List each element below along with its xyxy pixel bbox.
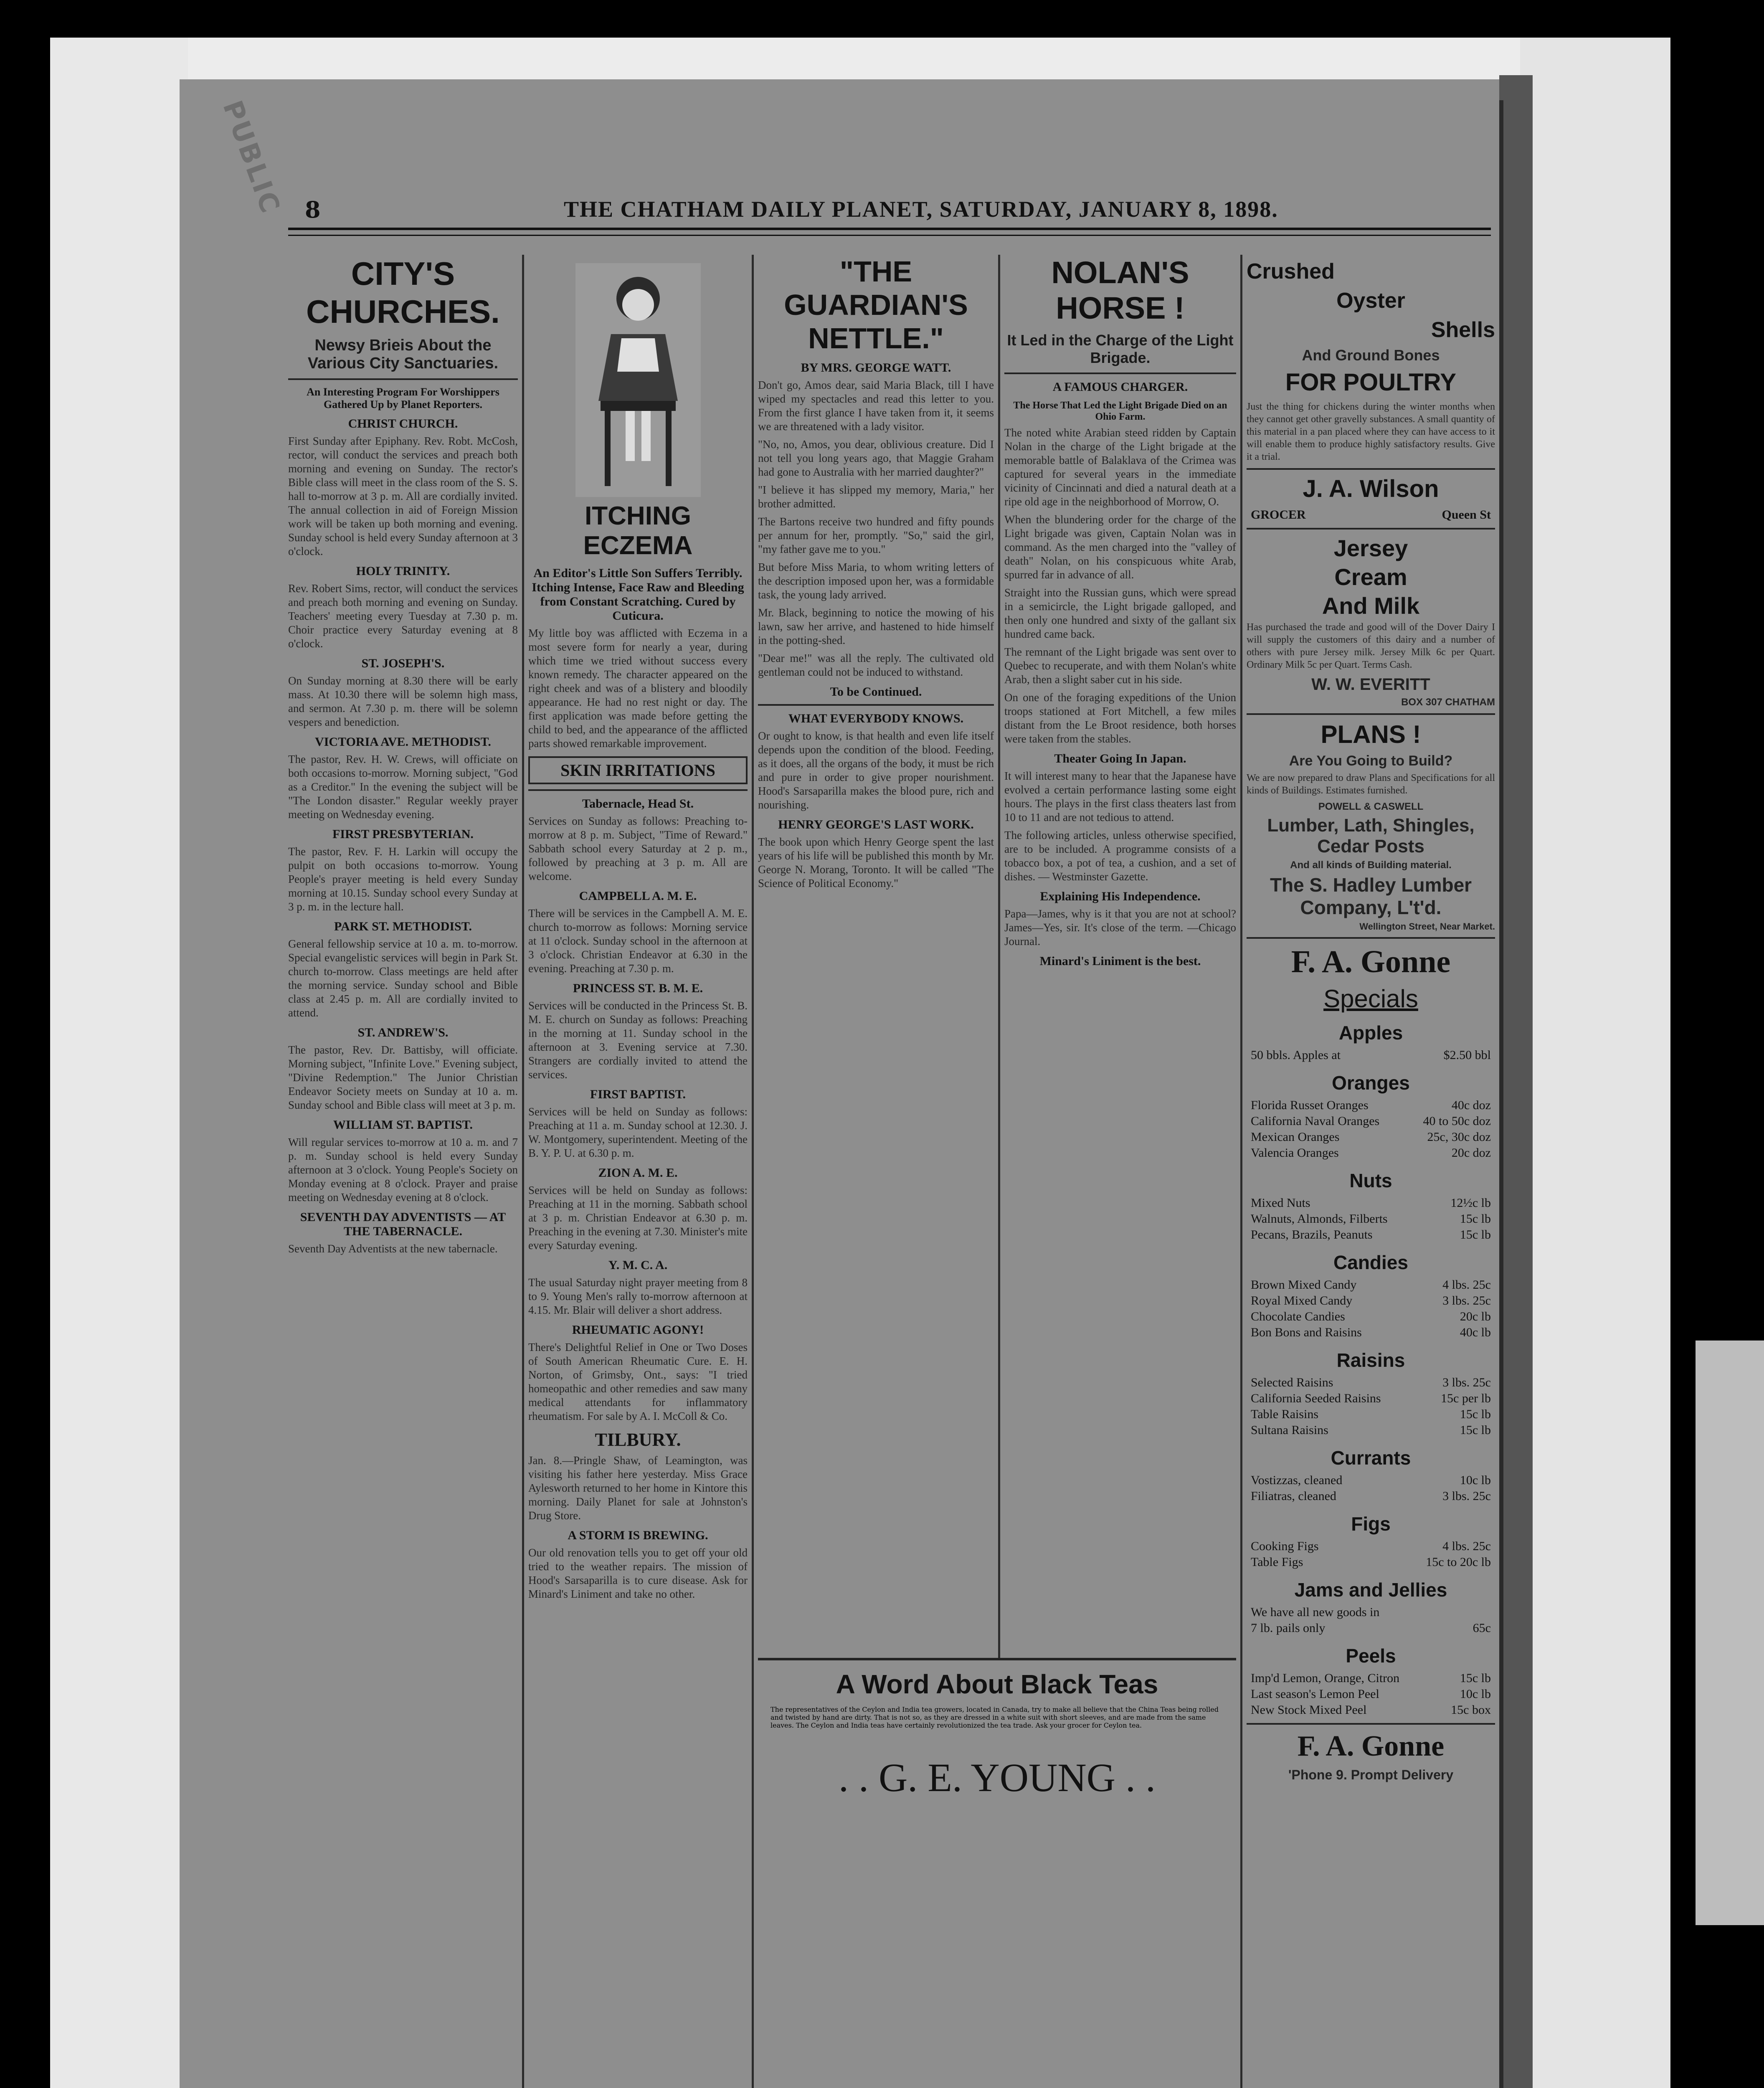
- masthead-rule: [288, 228, 1491, 230]
- price: 40 to 50c doz: [1423, 1114, 1491, 1128]
- store-name: F. A. Gonne: [1291, 944, 1451, 979]
- continued-note: To be Continued.: [830, 685, 922, 699]
- section-text: There's Delightful Relief in One or Two Doses of South American Rheumatic Cure. E. H. Norton, of Grimsby, Ont., says: "I tried homeopathic and other remedies and saw many medical attendants for inflammatory rheumatism. For sale by A. I. McColl & Co.: [528, 1341, 748, 1422]
- section-text: The pastor, Rev. F. H. Larkin will occupy the pulpit on both occasions to-morrow. Young People's prayer meeting is held every Sunday morning at 10.15. Sunday school every Sunday at 3 p. m. in the lecture hall.: [288, 845, 518, 913]
- section-heading: A STORM IS BREWING.: [568, 1528, 708, 1542]
- section-text: Papa—James, why is it that you are not at school? James—Yes, sir. It's close of the term. —Chicago Journal.: [1004, 907, 1236, 948]
- ad-brand: . . G. E. YOUNG . .: [838, 1755, 1156, 1800]
- item: 50 bbls. Apples at: [1251, 1048, 1341, 1062]
- section-heading: SEVENTH DAY ADVENTISTS — AT THE TABERNACLE.: [300, 1210, 506, 1238]
- price: 20c doz: [1451, 1146, 1491, 1160]
- section-heading: WILLIAM ST. BAPTIST.: [333, 1118, 473, 1132]
- section-heading: RHEUMATIC AGONY!: [572, 1323, 704, 1337]
- price-row: [1251, 1325, 1491, 1340]
- price-row: [1251, 1145, 1491, 1161]
- price-row: [1251, 1129, 1491, 1145]
- ad-address: Wellington Street, Near Market.: [1359, 921, 1495, 932]
- item: Sultana Raisins: [1251, 1423, 1328, 1437]
- price: 25c, 30c doz: [1427, 1130, 1491, 1144]
- divider: [1247, 713, 1495, 715]
- newspaper-page: [180, 79, 1499, 2088]
- deck: The Horse That Led the Light Brigade Died on an Ohio Farm.: [1013, 400, 1227, 422]
- section-heading: PRINCESS ST. B. M. E.: [573, 981, 703, 995]
- item: Chocolate Candies: [1251, 1310, 1345, 1323]
- price: 15c lb: [1460, 1407, 1491, 1421]
- price-row: [1251, 1670, 1491, 1686]
- price-category: Currants: [1331, 1447, 1411, 1469]
- price-category: Peels: [1346, 1645, 1396, 1667]
- section-heading: TILBURY.: [595, 1429, 681, 1450]
- price: 10c lb: [1460, 1473, 1491, 1487]
- price: 4 lbs. 25c: [1442, 1539, 1491, 1553]
- price-row: [1251, 1538, 1491, 1554]
- specials-heading: Specials: [1323, 985, 1418, 1013]
- item: California Naval Oranges: [1251, 1114, 1380, 1128]
- section-text: There will be services in the Campbell A. M. E. church to-morrow as follows: Morning service at 11 o'clock. Sunday school in the afternoon at 3 o'clock. Christian Endeavor at 6.30 in the evening. Preaching at 7.30 p. m.: [528, 907, 748, 975]
- price: 4 lbs. 25c: [1442, 1278, 1491, 1292]
- library-stamp: PUBLIC: [216, 96, 286, 218]
- section-text: Services will be held on Sunday as follows: Preaching at 11 in the morning. Sabbath school at 3 p. m. Christian Endeavor at 6.30 p. m. Preaching in the evening at 7.30. Minister's mite every Saturday evening.: [528, 1184, 748, 1252]
- ad-question: Are You Going to Build?: [1289, 753, 1453, 769]
- ad-products: Lumber, Lath, Shingles, Cedar Posts: [1267, 815, 1475, 856]
- price: 3 lbs. 25c: [1442, 1489, 1491, 1503]
- price-row: [1251, 1195, 1491, 1211]
- story-paragraph: The remnant of the Light brigade was sent over to Quebec to recuperate, and with them Nolan's white Arab, then a slight saber cut in his side.: [1004, 646, 1236, 686]
- column-rule: [752, 255, 754, 2088]
- section-heading: ZION A. M. E.: [598, 1166, 678, 1180]
- ad-headline: A Word About Black Teas: [836, 1669, 1158, 1699]
- price: 15c lb: [1460, 1423, 1491, 1437]
- item: New Stock Mixed Peel: [1251, 1703, 1367, 1717]
- divider: [1247, 937, 1495, 939]
- price-row: [1251, 1113, 1491, 1129]
- price: 10c lb: [1460, 1687, 1491, 1701]
- story-paragraph: It will interest many to hear that the Japanese have evolved a certain performance lasting some eight hours. The plays in the first class theaters last from 10 to 11 and are not tedious to attend.: [1004, 770, 1236, 824]
- item: Mixed Nuts: [1251, 1196, 1310, 1210]
- item: Valencia Oranges: [1251, 1146, 1339, 1160]
- ad-text: Has purchased the trade and good will of the Dover Dairy I will supply the customers of this dairy and a number of others with pure Jersey milk. Jersey Milk 6c per Quart. Ordinary Milk 5c per Quart. Terms Cash.: [1247, 622, 1495, 670]
- price-row: [1251, 1211, 1491, 1227]
- story-paragraph: The Bartons receive two hundred and fifty pounds per annum for her, promptly. "So," said the girl, "my father gave me to you.": [758, 515, 994, 555]
- item: Walnuts, Almonds, Filberts: [1251, 1212, 1388, 1226]
- price: 65c: [1473, 1621, 1491, 1635]
- ad-line: FOR POULTRY: [1285, 369, 1457, 396]
- item: Table Figs: [1251, 1555, 1303, 1569]
- price: 12½c lb: [1450, 1196, 1491, 1210]
- ad-subhead: An Editor's Little Son Suffers Terribly. Itching Intense, Face Raw and Bleeding from Constant Scratching. Cured by Cuticura.: [532, 566, 744, 623]
- price: $2.50 bbl: [1443, 1048, 1491, 1062]
- subhead: Newsy Brieis About the Various City Sanctuaries.: [307, 337, 499, 372]
- price: 15c box: [1451, 1703, 1491, 1717]
- item: 7 lb. pails only: [1251, 1621, 1326, 1635]
- divider: [1247, 1723, 1495, 1725]
- grocer-line: [1251, 507, 1491, 523]
- price: 15c lb: [1460, 1212, 1491, 1226]
- masthead-title: THE CHATHAM DAILY PLANET, SATURDAY, JANUARY 8, 1898.: [564, 197, 1278, 222]
- price-row: [1251, 1604, 1491, 1620]
- section-text: The pastor, Rev. Dr. Battisby, will officiate. Morning subject, "Infinite Love." Evening subject, "Divine Redemption." The Junior Christian Endeavor Society meets on Sunday at 10 a. m. Sunday school and Bible class will meet at 3 p. m.: [288, 1044, 518, 1111]
- section-text: On Sunday morning at 8.30 there will be early mass. At 10.30 there will be solemn high mass, and sermon. At 7.30 p. m. there will be solemn vespers and benediction.: [288, 674, 518, 728]
- price-row: [1251, 1702, 1491, 1718]
- section-text: The usual Saturday night prayer meeting from 8 to 9. Young Men's rally to-morrow afternoon at 4.15. Mr. Blair will deliver a short address.: [528, 1276, 748, 1316]
- price-category: Candies: [1333, 1252, 1408, 1273]
- store-contact: 'Phone 9. Prompt Delivery: [1288, 1767, 1454, 1782]
- grocer-name: J. A. Wilson: [1303, 475, 1439, 502]
- scan-margin-right: [1520, 38, 1670, 2088]
- price-row: [1251, 1375, 1491, 1391]
- divider: [288, 378, 518, 380]
- scan-margin-left: [50, 38, 188, 2088]
- item: Selected Raisins: [1251, 1376, 1333, 1389]
- item: Florida Russet Oranges: [1251, 1098, 1369, 1112]
- price-row: [1251, 1554, 1491, 1570]
- grocer-address: Queen St: [1442, 508, 1491, 522]
- price: 40c doz: [1451, 1098, 1491, 1112]
- section-text: The pastor, Rev. H. W. Crews, will officiate on both occasions to-morrow. Morning subject, "God as a Creditor." In the evening the subject will be "The London disaster." Regular weekly prayer meeting on Wednesday evening.: [288, 753, 518, 821]
- child-illustration: [575, 263, 701, 497]
- item: Vostizzas, cleaned: [1251, 1473, 1343, 1487]
- section-heading: FIRST PRESBYTERIAN.: [332, 827, 474, 841]
- section-heading: CAMPBELL A. M. E.: [579, 889, 697, 903]
- footer-note: Minard's Liniment is the best.: [1039, 954, 1201, 968]
- ad-text: The representatives of the Ceylon and India tea growers, located in Canada, try to make all believe that the China Teas being rolled and twisted by hand are dirty. That is not so, as they are dressed in a white suit with short sleeves, and are made from the same leaves. The Ceylon and India teas have certainly revolutionized the tea trade. Ask your grocer for Ceylon tea.: [770, 1705, 1219, 1729]
- section-heading: Tabernacle, Head St.: [582, 797, 694, 811]
- price-category: Nuts: [1349, 1170, 1392, 1191]
- section-text: Services on Sunday as follows: Preaching to-morrow at 8 p. m. Subject, "Time of Reward." Sabbath school every Saturday at 2 p. m., followed by preaching at 3 p. m. All are welcome.: [528, 815, 748, 882]
- story-paragraph: The noted white Arabian steed ridden by Captain Nolan in the charge of the Light brigade at the memorable battle of Balaklava of the Crimea was captured for several years in the immediate vicinity of Cincinnati and died a natural death at a ripe old age in the neighborhood of Morrow, O.: [1004, 426, 1236, 508]
- ad-line: Jersey: [1333, 535, 1408, 561]
- item: Table Raisins: [1251, 1407, 1319, 1421]
- item: Cooking Figs: [1251, 1539, 1319, 1553]
- divider: [1004, 372, 1236, 374]
- ad-line: Cream: [1334, 564, 1407, 590]
- section-heading: VICTORIA AVE. METHODIST.: [315, 735, 491, 749]
- section-heading: HOLY TRINITY.: [356, 564, 450, 578]
- column-rule: [522, 255, 524, 2088]
- ad-footer: SKIN IRRITATIONS: [528, 756, 748, 784]
- ad-brand: W. W. EVERITT: [1311, 675, 1430, 694]
- section-text: Seventh Day Adventists at the new tabernacle.: [288, 1242, 498, 1255]
- section-heading: CHRIST CHURCH.: [348, 417, 458, 431]
- ad-line: Oyster: [1336, 289, 1405, 313]
- price: 15c per lb: [1441, 1391, 1491, 1405]
- price-row: [1251, 1391, 1491, 1406]
- price-row: [1251, 1309, 1491, 1325]
- subhead: It Led in the Charge of the Light Brigade.: [1007, 332, 1234, 366]
- page-edge-strip: [1499, 75, 1533, 2088]
- price-category: Apples: [1338, 1022, 1403, 1044]
- price-row: [1251, 1488, 1491, 1504]
- price-row: [1251, 1277, 1491, 1293]
- scan-margin-top: [50, 38, 1670, 84]
- price: 15c to 20c lb: [1426, 1555, 1491, 1569]
- section-heading: Theater Going In Japan.: [1054, 752, 1186, 765]
- page-number: 8: [305, 196, 321, 223]
- price-row: [1251, 1422, 1491, 1438]
- story-paragraph: On one of the foraging expeditions of the Union troops stationed at Fort Mitchell, a few miles distant from the Le Broot residence, both horses were taken from the stables.: [1004, 691, 1236, 745]
- price-category: Figs: [1351, 1513, 1391, 1535]
- story-headline: "THE GUARDIAN'S NETTLE.": [784, 255, 968, 355]
- ad-text: My little boy was afflicted with Eczema in a most severe form for nearly a year, during which time we tried without success every known remedy. The character appeared on the right cheek and was of a blistery and bloodily appearance. He had no rest night or day. The first application was made before getting the child to bed, and the appearance of the afflicted parts showed remarkable improvement.: [528, 627, 748, 750]
- section-text: First Sunday after Epiphany. Rev. Robt. McCosh, rector, will conduct the services and preach both morning and evening on Sunday. The rector's Bible class will meet in the class room of the S. S. hall to-morrow at 3 p. m. All are cordially invited. The annual collection in aid of Foreign Mission work will be taken up both morning and evening. Sunday school is held every Sunday afternoon at 3 o'clock.: [288, 435, 518, 557]
- item: We have all new goods in: [1251, 1605, 1380, 1619]
- price-row: [1251, 1686, 1491, 1702]
- ad-text: Just the thing for chickens during the winter months when they cannot get other gravelly substances. A small quantity of this material in a pan placed where they can have access to it will enable them to produce highly satisfactory results. Give it a trial.: [1247, 401, 1495, 462]
- section-text: Rev. Robert Sims, rector, will conduct the services and preach both morning and evening on Sunday. Teachers' meeting every Tuesday at 7.30 p. m. Choir practice every Saturday evening at 8 o'clock.: [288, 582, 518, 650]
- column-nolans-horse: [1004, 255, 1236, 1570]
- section-heading: ST. JOSEPH'S.: [361, 656, 445, 670]
- section-heading: Explaining His Independence.: [1040, 889, 1201, 903]
- price: 15c lb: [1460, 1671, 1491, 1685]
- story-paragraph: "I believe it has slipped my memory, Maria," her brother admitted.: [758, 484, 994, 510]
- headline: CITY'S CHURCHES.: [306, 255, 500, 330]
- price-row: [1251, 1472, 1491, 1488]
- byline: BY MRS. GEORGE WATT.: [801, 361, 951, 375]
- item: Pecans, Brazils, Peanuts: [1251, 1228, 1373, 1242]
- column-ads: [1247, 255, 1495, 2088]
- price-row: [1251, 1406, 1491, 1422]
- divider: [528, 789, 748, 791]
- price-category: Oranges: [1332, 1072, 1410, 1094]
- price-category: Jams and Jellies: [1294, 1579, 1447, 1601]
- column-eczema-ad: [528, 255, 748, 2088]
- item: Imp'd Lemon, Orange, Citron: [1251, 1671, 1400, 1685]
- story-paragraph: "No, no, Amos, you dear, oblivious creature. Did I not tell you long years ago, that Maggie Graham had gone to Australia with her married daughter?": [758, 438, 994, 478]
- section-heading: FIRST BAPTIST.: [590, 1087, 686, 1101]
- section-text: Services will be conducted in the Princess St. B. M. E. church on Sunday as follows: Preaching in the morning at 11. Sunday school in the afternoon at 3. Evening service at 7.30. Strangers are cordially invited to attend the services.: [528, 999, 748, 1081]
- price: 15c lb: [1460, 1228, 1491, 1242]
- kicker: A FAMOUS CHARGER.: [1052, 380, 1188, 394]
- section-text: Our old renovation tells you to get off your old tried to the weather repairs. The mission of Hood's Sarsaparilla is to cure disease. Ask for Minard's Liniment and take no other.: [528, 1546, 748, 1600]
- ad-company: The S. Hadley Lumber Company, L't'd.: [1270, 874, 1472, 918]
- price-row: [1251, 1293, 1491, 1309]
- section-text: General fellowship service at 10 a. m. to-morrow. Special evangelistic services will begin in Park St. church to-morrow. Class meetings are held after the morning service. Sunday school and Bible class at 2.45 p. m. All are cordially invited to attend.: [288, 938, 518, 1019]
- section-heading: HENRY GEORGE'S LAST WORK.: [778, 818, 974, 831]
- price-row: [1251, 1620, 1491, 1636]
- ad-headline: PLANS !: [1320, 720, 1421, 748]
- section-heading: ST. ANDREW'S.: [357, 1026, 449, 1039]
- ad-headline: ITCHING ECZEMA: [583, 502, 693, 560]
- price-row: [1251, 1047, 1491, 1063]
- section-text: Or ought to know, is that health and even life itself depends upon the condition of the blood. Feeding, as it does, all the organs of the body, it must be rich and pure in order to give proper nourishment. Hood's Sarsaparilla makes the blood pure, rich and nourishing.: [758, 730, 994, 811]
- ad-text: We are now prepared to draw Plans and Specifications for all kinds of Buildings. Estimates furnished.: [1247, 773, 1495, 796]
- price-category: Raisins: [1336, 1349, 1405, 1371]
- item: Royal Mixed Candy: [1251, 1294, 1353, 1308]
- headline: NOLAN'S HORSE !: [1051, 255, 1189, 325]
- divider: [1247, 468, 1495, 470]
- section-heading: Y. M. C. A.: [608, 1258, 668, 1272]
- price: 40c lb: [1460, 1325, 1491, 1339]
- column-rule: [1240, 255, 1242, 2088]
- intro: An Interesting Program For Worshippers Gathered Up by Planet Reporters.: [307, 386, 499, 411]
- item: Filiatras, cleaned: [1251, 1489, 1336, 1503]
- section-heading: PARK ST. METHODIST.: [334, 920, 472, 933]
- story-paragraph: Straight into the Russian guns, which were spread in a semicircle, the Light brigade galloped, and then only one hundred and sixty of the gallant six hundred came back.: [1004, 586, 1236, 640]
- story-paragraph: Mr. Black, beginning to notice the mowing of his lawn, saw her arrive, and hastened to hide himself in the potting-shed.: [758, 606, 994, 646]
- ad-address: BOX 307 CHATHAM: [1401, 697, 1495, 708]
- section-text: Will regular services to-morrow at 10 a. m. and 7 p. m. Sunday school is held every Sunday afternoon at 3 o'clock. Young People's Society on Monday evening at 8 o'clock. Prayer and praise meeting on Wednesday evening at 8 o'clock.: [288, 1136, 518, 1204]
- price-row: [1251, 1097, 1491, 1113]
- price-row: [1251, 1227, 1491, 1243]
- scan-border-tab: [1675, 25, 1700, 88]
- ad-line: And Ground Bones: [1302, 347, 1440, 364]
- child-in-chair-icon: [575, 263, 701, 497]
- scan-border-strip: [1696, 1340, 1764, 1925]
- black-teas-ad: [758, 1658, 1236, 2088]
- ad-line: Shells: [1431, 318, 1495, 342]
- section-text: The book upon which Henry George spent the last years of his life will be published this month by Mr. George N. Morang, Toronto. It will be called "The Science of Political Economy.": [758, 836, 994, 889]
- ad-line: Crushed: [1247, 259, 1335, 284]
- ad-products-note: And all kinds of Building material.: [1290, 859, 1452, 871]
- column-churches: [288, 255, 518, 2088]
- grocer-label: GROCER: [1251, 508, 1306, 522]
- ad-firm: POWELL & CASWELL: [1318, 801, 1424, 812]
- story-paragraph: When the blundering order for the charge of the Light brigade was given, Captain Nolan was in command. As the men charged into the "valley of death" Nolan, on his conspicuous white Arab, spurred far in advance of all.: [1004, 513, 1236, 581]
- story-paragraph: "Dear me!" was all the reply. The cultivated old gentleman could not be induced to withstand.: [758, 652, 994, 678]
- divider: [1247, 528, 1495, 530]
- story-paragraph: But before Miss Maria, to whom writing letters of the description imposed upon her, was a formidable task, the young lady arrived.: [758, 561, 994, 601]
- section-text: Services will be held on Sunday as follows: Preaching at 11 a. m. Sunday school at 12.30. J. W. Montgomery, superintendent. Meeting of the B. Y. P. U. at 6.30 p. m.: [528, 1105, 748, 1159]
- section-text: The following articles, unless otherwise specified, are to be included. A programme consists of a tobacco box, a pot of tea, a cushion, and a set of dishes. — Westminster Gazette.: [1004, 829, 1236, 883]
- ad-line: And Milk: [1322, 593, 1420, 619]
- masthead-rule: [288, 235, 1491, 236]
- item: Bon Bons and Raisins: [1251, 1325, 1362, 1339]
- story-paragraph: Don't go, Amos dear, said Maria Black, till I have wiped my spectacles and read this letter to you. From the first glance I have taken from it, it seems we are threatened with a lady visitor.: [758, 379, 994, 433]
- price: 20c lb: [1460, 1310, 1491, 1323]
- item: Mexican Oranges: [1251, 1130, 1340, 1144]
- price: 3 lbs. 25c: [1442, 1294, 1491, 1308]
- section-heading: WHAT EVERYBODY KNOWS.: [788, 712, 964, 725]
- item: Brown Mixed Candy: [1251, 1278, 1357, 1292]
- item: Last season's Lemon Peel: [1251, 1687, 1379, 1701]
- store-name: F. A. Gonne: [1297, 1730, 1445, 1762]
- price: 3 lbs. 25c: [1442, 1376, 1491, 1389]
- item: California Seeded Raisins: [1251, 1391, 1381, 1405]
- divider: [758, 704, 994, 706]
- section-text: Jan. 8.—Pringle Shaw, of Leamington, was visiting his father here yesterday. Miss Grace Aylesworth returned to her home in Kintore this morning. Daily Planet for sale at Johnston's Drug Store.: [528, 1454, 748, 1522]
